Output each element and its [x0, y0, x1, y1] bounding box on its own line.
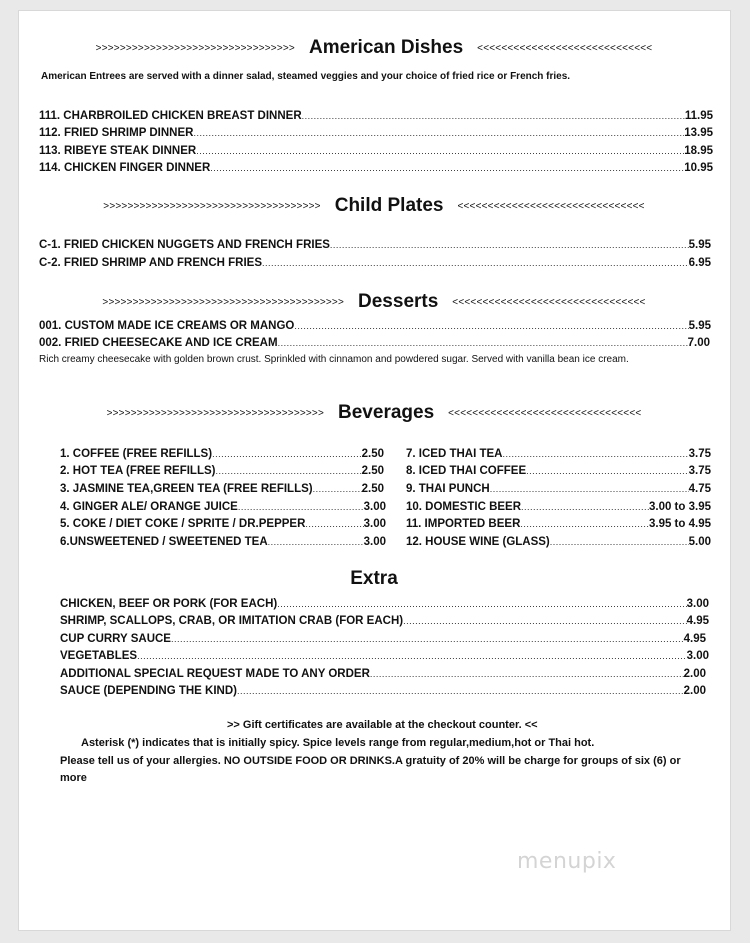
- menu-item: [39, 125, 713, 142]
- extra-item: [60, 613, 709, 630]
- menu-item: [39, 255, 711, 272]
- extra-item: [60, 648, 709, 665]
- item-name: SHRIMP, SCALLOPS, CRAB, OR IMITATION CRAB (FOR EACH): [60, 615, 404, 627]
- item-price: 2.50: [361, 465, 384, 477]
- extra-item: [60, 666, 706, 683]
- leader-dots: [370, 666, 684, 683]
- beverage-item: [60, 534, 386, 551]
- right-arrows: <<<<<<<<<<<<<<<<<<<<<<<<<<<<<<<: [457, 200, 645, 212]
- item-name: 002. FRIED CHEESECAKE AND ICE CREAM: [39, 337, 278, 349]
- leader-dots: [294, 318, 688, 335]
- section-title: American Dishes: [308, 37, 464, 58]
- menu-item: [39, 237, 711, 254]
- item-price: 11.95: [684, 110, 713, 122]
- beverage-item: [60, 446, 384, 463]
- left-arrows: >>>>>>>>>>>>>>>>>>>>>>>>>>>>>>>>>>>>>>>>: [102, 296, 345, 308]
- item-price: 5.95: [688, 320, 711, 332]
- beverage-item: [406, 481, 711, 498]
- leader-dots: [278, 335, 688, 352]
- item-name: 001. CUSTOM MADE ICE CREAMS OR MANGO: [39, 320, 295, 332]
- leader-dots: [210, 160, 684, 177]
- item-name: CUP CURRY SAUCE: [60, 633, 171, 645]
- right-arrows: <<<<<<<<<<<<<<<<<<<<<<<<<<<<<<<<: [448, 407, 642, 419]
- allergy-note: Please tell us of your allergies. NO OUTSIDE FOOD OR DRINKS.A gratuity of 20% will be charge for groups of six (6) or more: [60, 755, 681, 784]
- leader-dots: [521, 499, 649, 516]
- item-name: VEGETABLES: [60, 650, 138, 662]
- item-name: 8. ICED THAI COFFEE: [406, 465, 527, 477]
- item-price: 13.95: [684, 127, 713, 139]
- item-price: 3.75: [688, 448, 711, 460]
- desserts-header: [39, 291, 709, 313]
- item-price: 5.00: [688, 536, 711, 548]
- left-arrows: >>>>>>>>>>>>>>>>>>>>>>>>>>>>>>>>>>>>: [103, 200, 321, 212]
- right-arrows: <<<<<<<<<<<<<<<<<<<<<<<<<<<<<: [477, 42, 653, 54]
- item-price: 3.00 to 3.95: [648, 501, 711, 513]
- item-price: 7.00: [687, 337, 710, 349]
- spice-note: Asterisk (*) indicates that is initially spicy. Spice levels range from regular,medium,hot or Thai hot.: [81, 737, 595, 749]
- item-name: 114. CHICKEN FINGER DINNER: [39, 162, 211, 174]
- leader-dots: [237, 683, 684, 700]
- item-name: 5. COKE / DIET COKE / SPRITE / DR.PEPPER: [60, 518, 306, 530]
- left-arrows: >>>>>>>>>>>>>>>>>>>>>>>>>>>>>>>>>: [95, 42, 295, 54]
- item-name: 6.UNSWEETENED / SWEETENED TEA: [60, 536, 268, 548]
- leader-dots: [268, 534, 364, 551]
- beverage-item: [406, 499, 711, 516]
- menu-item: [39, 335, 710, 352]
- item-price: 3.00: [686, 650, 709, 662]
- item-price: 3.00: [363, 518, 386, 530]
- section-title: Desserts: [358, 291, 439, 312]
- item-name: CHICKEN, BEEF OR PORK (FOR EACH): [60, 598, 278, 610]
- item-price: 3.00: [686, 598, 709, 610]
- leader-dots: [550, 534, 689, 551]
- beverages-header: [39, 402, 709, 424]
- menu-item: [39, 318, 711, 335]
- item-name: 2. HOT TEA (FREE REFILLS): [60, 465, 216, 477]
- menu-item: [39, 143, 713, 160]
- section-title: Beverages: [338, 402, 435, 423]
- item-price: 2.50: [361, 483, 384, 495]
- item-name: C-1. FRIED CHICKEN NUGGETS AND FRENCH FRIES: [39, 239, 330, 251]
- beverage-item: [60, 463, 384, 480]
- beverage-item: [406, 534, 711, 551]
- item-price: 3.00: [363, 536, 386, 548]
- item-price: 5.95: [688, 239, 711, 251]
- beverage-item: [406, 516, 711, 533]
- item-name: 10. DOMESTIC BEER: [406, 501, 522, 513]
- leader-dots: [171, 631, 684, 648]
- item-name: 113. RIBEYE STEAK DINNER: [39, 145, 197, 157]
- item-name: 7. ICED THAI TEA: [406, 448, 503, 460]
- leader-dots: [277, 596, 686, 613]
- item-name: 1. COFFEE (FREE REFILLS): [60, 448, 213, 460]
- item-price: 10.95: [684, 162, 713, 174]
- item-name: 4. GINGER ALE/ ORANGE JUICE: [60, 501, 238, 513]
- gift-certificate-note: >> Gift certificates are available at the checkout counter. <<: [227, 719, 538, 731]
- child-plates-header: [39, 195, 709, 217]
- item-price: 6.95: [688, 257, 711, 269]
- item-price: 2.00: [683, 668, 706, 680]
- menu-page: [18, 10, 731, 931]
- item-price: 3.75: [688, 465, 711, 477]
- beverage-item: [406, 446, 711, 463]
- leader-dots: [520, 516, 649, 533]
- item-name: 12. HOUSE WINE (GLASS): [406, 536, 550, 548]
- item-price: 3.00: [363, 501, 386, 513]
- item-name: 112. FRIED SHRIMP DINNER: [39, 127, 194, 139]
- leader-dots: [215, 463, 361, 480]
- leader-dots: [262, 255, 689, 272]
- american-dishes-header: [39, 37, 709, 59]
- item-price: 4.95: [683, 633, 706, 645]
- leader-dots: [137, 648, 687, 665]
- leader-dots: [212, 446, 362, 463]
- item-name: SAUCE (DEPENDING THE KIND): [60, 685, 237, 697]
- extra-item: [60, 631, 706, 648]
- extra-item: [60, 683, 706, 700]
- section-title: Extra: [350, 568, 398, 589]
- item-price: 2.00: [683, 685, 706, 697]
- american-note: American Entrees are served with a dinner salad, steamed veggies and your choice of fried rice or French fries.: [41, 71, 571, 82]
- item-name: ADDITIONAL SPECIAL REQUEST MADE TO ANY ORDER: [60, 668, 370, 680]
- beverage-item: [60, 499, 386, 516]
- item-name: 3. JASMINE TEA,GREEN TEA (FREE REFILLS): [60, 483, 313, 495]
- extra-header: [39, 568, 709, 590]
- leader-dots: [238, 499, 364, 516]
- menu-item: [39, 108, 713, 125]
- watermark: menupix: [517, 849, 617, 874]
- item-name: 111. CHARBROILED CHICKEN BREAST DINNER: [39, 110, 302, 122]
- menu-item: [39, 160, 713, 177]
- leader-dots: [196, 143, 684, 160]
- dessert-description: Rich creamy cheesecake with golden brown crust. Sprinkled with cinnamon and powdered sugar. Served with vanilla bean ice cream.: [39, 354, 629, 365]
- item-price: 3.95 to 4.95: [648, 518, 711, 530]
- extra-item: [60, 596, 709, 613]
- leader-dots: [330, 237, 689, 254]
- beverage-item: [60, 516, 386, 533]
- beverage-item: [60, 481, 384, 498]
- item-name: 11. IMPORTED BEER: [406, 518, 521, 530]
- leader-dots: [302, 108, 685, 125]
- section-title: Child Plates: [334, 195, 444, 216]
- right-arrows: <<<<<<<<<<<<<<<<<<<<<<<<<<<<<<<<: [452, 296, 646, 308]
- leader-dots: [193, 125, 684, 142]
- leader-dots: [502, 446, 688, 463]
- item-price: 18.95: [684, 145, 713, 157]
- leader-dots: [313, 481, 362, 498]
- item-price: 2.50: [361, 448, 384, 460]
- item-name: 9. THAI PUNCH: [406, 483, 490, 495]
- item-name: C-2. FRIED SHRIMP AND FRENCH FRIES: [39, 257, 262, 269]
- beverage-item: [406, 463, 711, 480]
- leader-dots: [526, 463, 688, 480]
- item-price: 4.95: [686, 615, 709, 627]
- left-arrows: >>>>>>>>>>>>>>>>>>>>>>>>>>>>>>>>>>>>: [106, 407, 325, 419]
- leader-dots: [403, 613, 687, 630]
- leader-dots: [490, 481, 689, 498]
- leader-dots: [305, 516, 363, 533]
- item-price: 4.75: [688, 483, 711, 495]
